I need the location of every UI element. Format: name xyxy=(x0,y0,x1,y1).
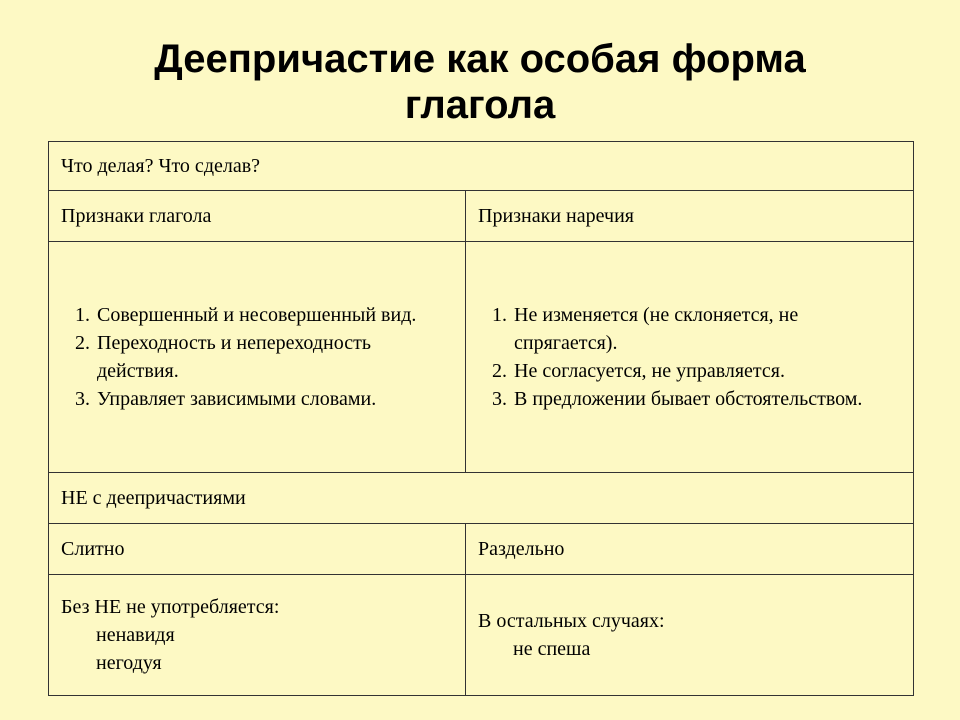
list-item: 1. Не изменяется (не склоняется, не спрягается). xyxy=(512,301,901,357)
separate-text: В остальных случаях: xyxy=(478,610,665,632)
adverb-signs-cell xyxy=(466,242,914,473)
grammar-table xyxy=(48,141,914,696)
adverb-signs-header: Признаки наречия xyxy=(466,191,914,242)
question-cell: Что делая? Что сделав? xyxy=(49,142,914,191)
ne-row-cell: НЕ с деепричастиями xyxy=(49,473,914,524)
list-item: 3. Управляет зависимыми словами. xyxy=(95,385,453,413)
list-item: 2. Не согласуется, не управляется. xyxy=(512,357,901,385)
table-row xyxy=(49,575,914,696)
table-row xyxy=(49,142,914,191)
list-item: 1. Совершенный и несовершенный вид. xyxy=(95,301,453,329)
verb-signs-header: Признаки глагола xyxy=(49,191,466,242)
adverb-signs-list xyxy=(478,301,901,413)
together-text: Без НЕ не употребляется: xyxy=(61,596,280,618)
together-example: ненавидя xyxy=(96,624,175,646)
separate-header: Раздельно xyxy=(466,524,914,575)
list-item: 3. В предложении бывает обстоятельством. xyxy=(512,385,901,413)
table-row xyxy=(49,524,914,575)
page-title xyxy=(0,36,960,128)
table-row xyxy=(49,191,914,242)
title-line-1: Деепричастие как особая форма xyxy=(154,37,806,81)
verb-signs-cell xyxy=(49,242,466,473)
verb-signs-list xyxy=(61,301,453,413)
title-line-2: глагола xyxy=(404,83,556,127)
table-row xyxy=(49,242,914,473)
together-cell xyxy=(49,575,466,696)
separate-example: не спеша xyxy=(513,638,591,660)
together-example: негодуя xyxy=(96,652,162,674)
separate-cell xyxy=(466,575,914,696)
table-row xyxy=(49,473,914,524)
list-item: 2. Переходность и непереходность действия. xyxy=(95,329,453,385)
together-header: Слитно xyxy=(49,524,466,575)
